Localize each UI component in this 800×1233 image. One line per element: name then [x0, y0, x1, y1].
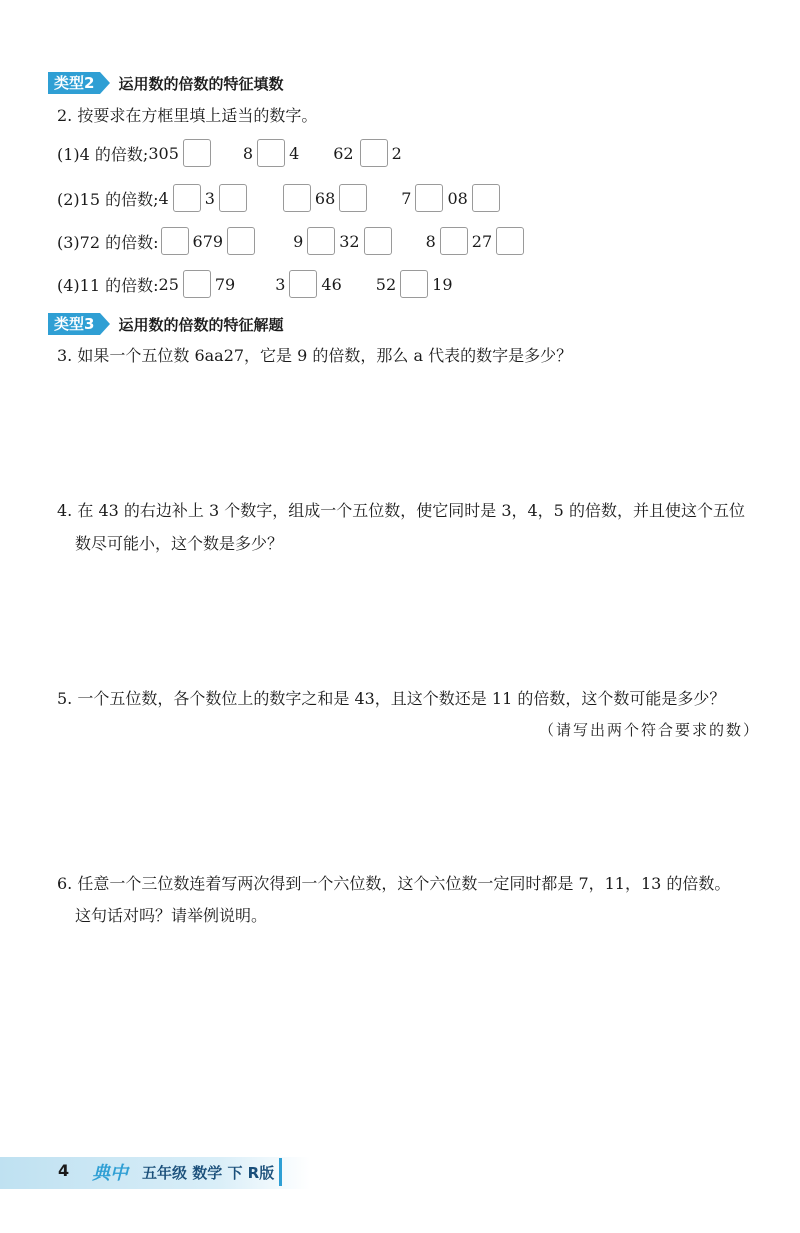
- digit-text: 305: [148, 143, 179, 163]
- digit-text: 3: [204, 188, 215, 208]
- footer-divider: [279, 1158, 282, 1186]
- q2-row-1: [57, 138, 402, 168]
- answer-box[interactable]: [472, 184, 500, 212]
- digit-text: 46: [321, 274, 342, 294]
- question-2-prompt: 2. 按要求在方框里填上适当的数字。: [57, 106, 318, 125]
- digit-text: 52: [375, 274, 397, 294]
- row-label: (2)15 的倍数;: [57, 189, 159, 209]
- digit-text: 32: [339, 231, 360, 251]
- answer-box[interactable]: [289, 270, 317, 298]
- digit-text: 27: [471, 231, 493, 251]
- answer-box[interactable]: [496, 227, 524, 255]
- digit-text: 62: [333, 143, 354, 163]
- answer-box[interactable]: [183, 139, 211, 167]
- question-5-line-1: 5. 一个五位数，各个数位上的数字之和是 43，且这个数还是 11 的倍数，这个数可能是多少？: [57, 689, 726, 708]
- answer-box[interactable]: [364, 227, 392, 255]
- digit-text: 08: [447, 188, 468, 208]
- brand-logo: 典中: [92, 1163, 128, 1184]
- row-label: (4)11 的倍数:: [57, 275, 159, 295]
- q2-row-3: [57, 226, 524, 256]
- question-6-line-2: 这句话对吗？请举例说明。: [75, 906, 268, 925]
- answer-box[interactable]: [183, 270, 211, 298]
- digit-text: 25: [158, 274, 179, 294]
- section-2-title: 运用数的倍数的特征填数: [118, 74, 284, 93]
- digit-text: 7: [401, 188, 412, 208]
- book-title: 五年级 数学 下 R版: [142, 1164, 275, 1182]
- answer-box[interactable]: [339, 184, 367, 212]
- digit-text: 19: [432, 274, 453, 294]
- digit-text: 8: [425, 231, 436, 251]
- digit-text: 4: [289, 143, 300, 163]
- row-label: (3)72 的倍数:: [57, 232, 159, 252]
- question-5-hint: （请写出两个符合要求的数）: [538, 721, 760, 739]
- digit-text: 68: [314, 188, 336, 208]
- answer-box[interactable]: [173, 184, 201, 212]
- page-number: 4: [58, 1161, 70, 1180]
- answer-box[interactable]: [161, 227, 189, 255]
- section-3-title: 运用数的倍数的特征解题: [118, 315, 284, 334]
- answer-box[interactable]: [400, 270, 428, 298]
- question-4-line-1: 4. 在 43 的右边补上 3 个数字，组成一个五位数，使它同时是 3，4，5 的倍数，并且使这个五位: [57, 501, 745, 520]
- section-2-header: [48, 72, 283, 94]
- section-3-header: [48, 313, 283, 335]
- digit-text: 8: [242, 143, 254, 163]
- answer-box[interactable]: [227, 227, 255, 255]
- answer-box[interactable]: [283, 184, 311, 212]
- digit-text: 2: [391, 143, 402, 163]
- question-4-line-2: 数尽可能小，这个数是多少？: [75, 534, 284, 553]
- digit-text: 3: [275, 274, 286, 294]
- digit-text: 4: [158, 188, 169, 208]
- digit-text: 9: [293, 231, 304, 251]
- section-3-badge: 类型3: [48, 313, 100, 335]
- answer-box[interactable]: [307, 227, 335, 255]
- question-3: 3. 如果一个五位数 6aa27，它是 9 的倍数，那么 a 代表的数字是多少？: [57, 346, 573, 365]
- q2-row-4: [57, 269, 453, 299]
- section-2-badge: 类型2: [48, 72, 100, 94]
- answer-box[interactable]: [219, 184, 247, 212]
- digit-text: 79: [214, 274, 236, 294]
- answer-box[interactable]: [257, 139, 285, 167]
- digit-text: 679: [192, 231, 224, 251]
- row-label: (1)4 的倍数;: [57, 144, 149, 164]
- question-6-line-1: 6. 任意一个三位数连着写两次得到一个六位数，这个六位数一定同时都是 7，11，13 的倍数。: [57, 874, 731, 893]
- answer-box[interactable]: [360, 139, 388, 167]
- q2-row-2: [57, 183, 500, 213]
- answer-box[interactable]: [415, 184, 443, 212]
- answer-box[interactable]: [440, 227, 468, 255]
